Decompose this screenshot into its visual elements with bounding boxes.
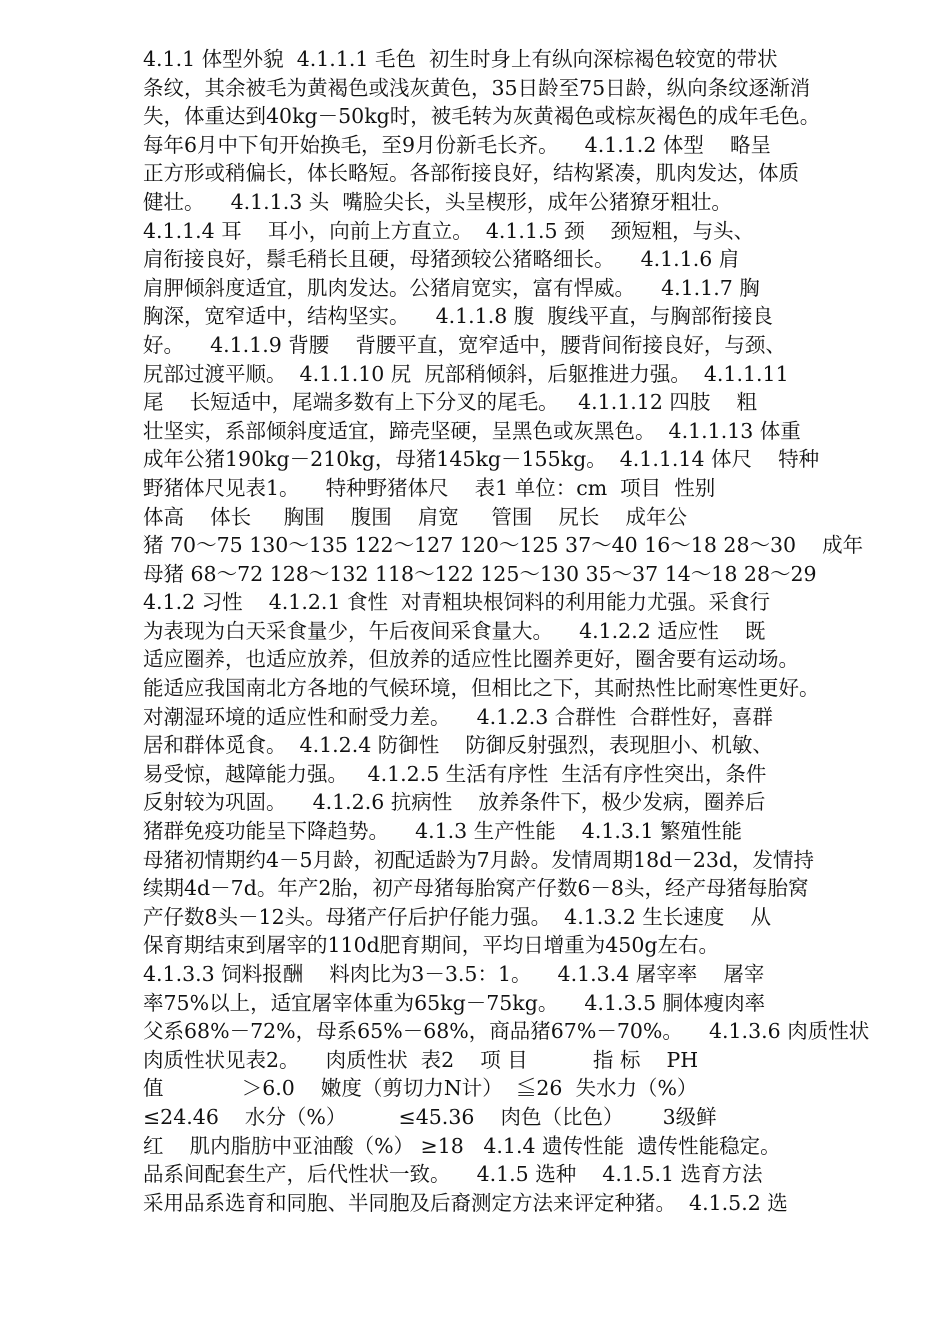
- text-line: 好。 4.1.1.9 背腰 背腰平直，宽窄适中，腰背间衔接良好，与颈、: [143, 332, 786, 357]
- text-line: 居和群体觅食。 4.1.2.4 防御性 防御反射强烈，表现胆小、机敏、: [143, 733, 773, 758]
- text-line: 对潮湿环境的适应性和耐受力差。 4.1.2.3 合群性 合群性好，喜群: [143, 704, 773, 729]
- text-line: 正方形或稍偏长，体长略短。各部衔接良好，结构紧凑，肌肉发达，体质: [143, 161, 799, 186]
- text-line: 产仔数8头－12头。母猪产仔后护仔能力强。 4.1.3.2 生长速度 从: [143, 904, 771, 929]
- text-line: 尾 长短适中，尾端多数有上下分叉的尾毛。 4.1.1.12 四肢 粗: [143, 390, 757, 415]
- text-line: 率75%以上，适宜屠宰体重为65kg－75kg。 4.1.3.5 胴体瘦肉率: [143, 990, 766, 1015]
- text-line: ≤24.46 水分（%） ≤45.36 肉色（比色） 3级鲜: [143, 1104, 717, 1129]
- text-line: 母猪 68～72 128～132 118～122 125～130 35～37 14～18 28～29: [143, 561, 817, 586]
- text-line: 成年公猪190kg－210kg，母猪145kg－155kg。 4.1.1.14 体尺 特种: [143, 447, 820, 472]
- text-line: 猪群免疫功能呈下降趋势。 4.1.3 生产性能 4.1.3.1 繁殖性能: [143, 819, 743, 844]
- text-line: 野猪体尺见表1。 特种野猪体尺 表1 单位：cm 项目 性别: [143, 475, 716, 500]
- text-line: 母猪初情期约4－5月龄，初配适龄为7月龄。发情周期18d－23d，发情持: [143, 847, 815, 872]
- text-line: 失，体重达到40kg－50kg时，被毛转为灰黄褐色或棕灰褐色的成年毛色。: [143, 104, 821, 129]
- text-line: 尻部过渡平顺。 4.1.1.10 尻 尻部稍倾斜，后躯推进力强。 4.1.1.11: [143, 361, 789, 386]
- text-line: 体高 体长 胸围 腹围 肩宽 管围 尻长 成年公: [143, 504, 687, 529]
- text-line: 父系68%－72%，母系65%－68%，商品猪67%－70%。 4.1.3.6 肉质性状: [143, 1019, 870, 1044]
- text-line: 猪 70～75 130～135 122～127 120～125 37～40 16～18 28～30 成年: [143, 533, 864, 558]
- text-line: 肩胛倾斜度适宜，肌肉发达。公猪肩宽实，富有悍威。 4.1.1.7 胸: [143, 275, 760, 300]
- text-line: 易受惊，越障能力强。 4.1.2.5 生活有序性 生活有序性突出，条件: [143, 761, 767, 786]
- text-line: 适应圈养，也适应放养，但放养的适应性比圈养更好，圈舍要有运动场。: [143, 647, 799, 672]
- text-line: 反射较为巩固。 4.1.2.6 抗病性 放养条件下，极少发病，圈养后: [143, 790, 766, 815]
- text-line: 4.1.1.4 耳 耳小，向前上方直立。 4.1.1.5 颈 颈短粗，与头、: [143, 218, 755, 243]
- text-line: 续期4d－7d。年产2胎，初产母猪每胎窝产仔数6－8头，经产母猪每胎窝: [143, 876, 809, 901]
- text-line: 肉质性状见表2。 肉质性状 表2 项 目 指 标 PH: [143, 1047, 699, 1072]
- text-line: 4.1.3.3 饲料报酬 料肉比为3－3.5：1。 4.1.3.4 屠宰率 屠宰: [143, 962, 765, 986]
- text-line: 每年6月中下旬开始换毛，至9月份新毛长齐。 4.1.1.2 体型 略呈: [143, 132, 771, 157]
- text-line: 4.1.2 习性 4.1.2.1 食性 对青粗块根饲料的利用能力尤强。采食行: [143, 590, 771, 615]
- document-body: [143, 45, 878, 1217]
- text-line: 保育期结束到屠宰的110d肥育期间，平均日增重为450g左右。: [143, 933, 720, 958]
- text-line: 为表现为白天采食量少，午后夜间采食量大。 4.1.2.2 适应性 既: [143, 618, 766, 643]
- text-line: 采用品系选育和同胞、半同胞及后裔测定方法来评定种猪。 4.1.5.2 选: [143, 1190, 788, 1215]
- text-line: 健壮。 4.1.1.3 头 嘴脸尖长，头呈楔形，成年公猪獠牙粗壮。: [143, 189, 732, 214]
- text-line: 品系间配套生产，后代性状一致。 4.1.5 选种 4.1.5.1 选育方法: [143, 1162, 763, 1187]
- text-line: 红 肌内脂肪中亚油酸（%） ≥18 4.1.4 遗传性能 遗传性能稳定。: [143, 1133, 781, 1158]
- text-line: 能适应我国南北方各地的气候环境，但相比之下，其耐热性比耐寒性更好。: [143, 676, 820, 701]
- text-line: 值 ＞6.0 嫩度（剪切力N计） ≦26 失水力（%）: [143, 1076, 698, 1101]
- text-line: 肩衔接良好，鬃毛稍长且硬，母猪颈较公猪略细长。 4.1.1.6 肩: [143, 247, 740, 272]
- text-line: 条纹，其余被毛为黄褐色或浅灰黄色，35日龄至75日龄，纵向条纹逐渐消: [143, 75, 811, 100]
- text-line: 4.1.1 体型外貌 4.1.1.1 毛色 初生时身上有纵向深棕褐色较宽的带状: [143, 47, 778, 71]
- text-line: 胸深，宽窄适中，结构坚实。 4.1.1.8 腹 腹线平直，与胸部衔接良: [143, 304, 773, 329]
- text-line: 壮坚实，系部倾斜度适宜，蹄壳坚硬，呈黑色或灰黑色。 4.1.1.13 体重: [143, 418, 801, 443]
